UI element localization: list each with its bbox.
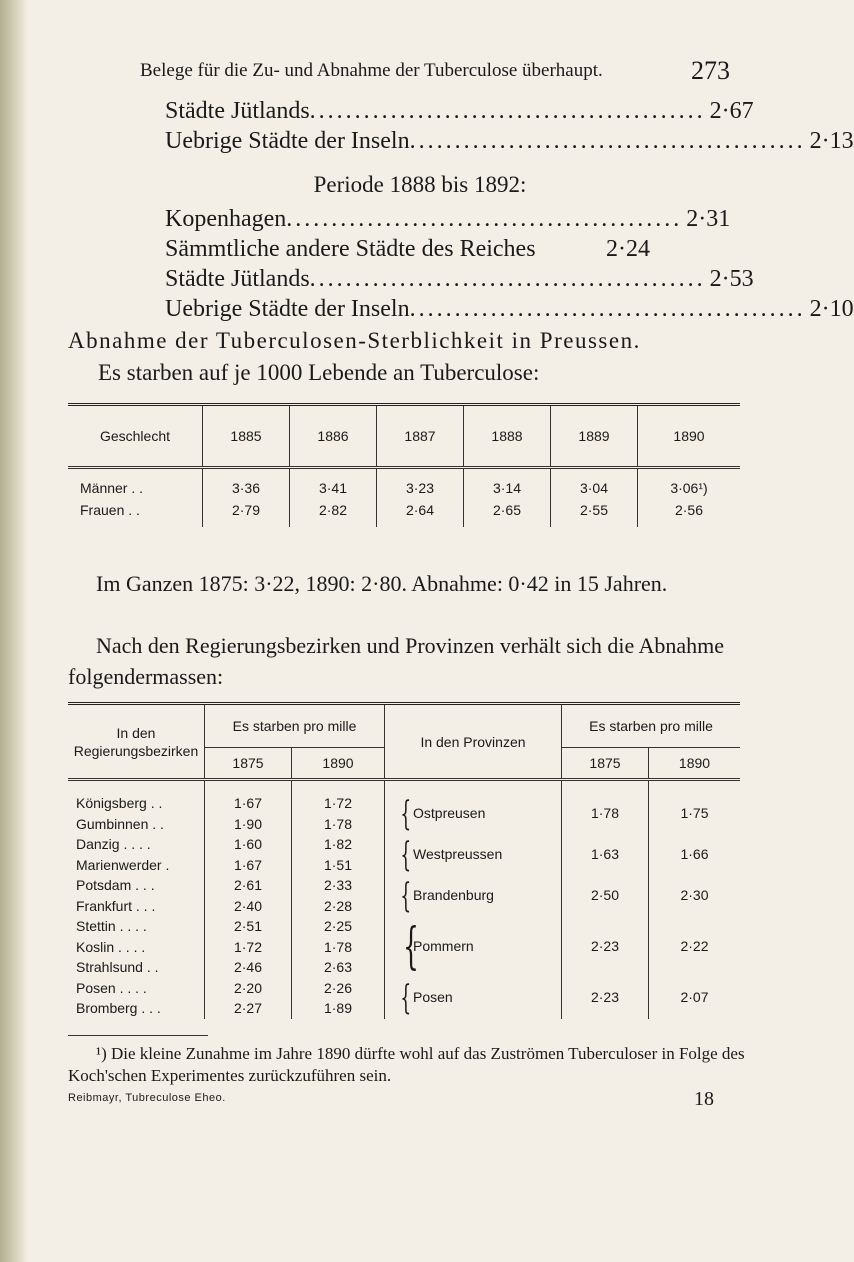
list-item: Uebrige Städte der Inseln ............................................ 2·10 <box>165 296 854 322</box>
table-cell: 3·06¹) 2·56 <box>670 480 708 518</box>
list-item: Uebrige Städte der Inseln ............................................ 2·13 <box>165 128 854 154</box>
period-heading: Periode 1888 bis 1892: <box>313 172 527 197</box>
list-item: Städte Jütlands ............................................ 2·53 <box>165 266 754 292</box>
col-header-year: 1890 <box>638 405 741 468</box>
footnote: ¹) Die kleine Zunahme im Jahre 1890 dürfte wohl auf das Zuströmen Tuberculoser in Folge des Koch'schen Experimentes zurückzuführen sein. <box>68 1044 745 1085</box>
province-values-1875: 1·78 1·63 2·50 2·23 2·23 <box>562 780 649 1019</box>
region-values-1890: 1·72 1·78 1·82 1·51 2·33 2·28 2·25 1·78 2·63 2·26 1·89 <box>292 780 385 1019</box>
list-item: Sämmtliche andere Städte des Reiches 2·24 <box>165 236 650 262</box>
brace-icon: { <box>400 835 412 875</box>
intro-paragraph: Nach den Regierungsbezirken und Provinzen verhält sich die Abnahme folgendermassen: <box>68 633 725 689</box>
table-cell: 3·04 2·55 <box>551 468 638 528</box>
col-header-year: 1887 <box>377 405 464 468</box>
province-names: { Ostpreusen { Westpreussen { Brandenburg { Pommern { Posen <box>385 780 562 1019</box>
col-header-deaths: Es starben pro mille <box>205 704 385 748</box>
province-values-1890: 1·75 1·66 2·30 2·22 2·07 <box>680 805 709 1005</box>
section-heading: Abnahme der Tuberculosen-Sterblichkeit in Preussen. <box>68 328 641 353</box>
signature-mark: 18 <box>694 1088 714 1110</box>
col-header-deaths: Es starben pro mille <box>562 704 741 748</box>
col-header-year: 1875 <box>205 748 292 780</box>
table-cell: 3·36 2·79 <box>203 468 290 528</box>
col-header-year: 1889 <box>551 405 638 468</box>
table-row <box>68 780 740 1019</box>
brace-icon: { <box>400 978 412 1018</box>
footnote-rule <box>68 1035 208 1036</box>
col-header-province: In den Provinzen <box>385 704 562 780</box>
table-header-row <box>68 704 740 748</box>
col-header-year: 1890 <box>649 748 741 780</box>
col-header-region: In den Regierungsbezirken <box>68 704 205 780</box>
denmark-list-1 <box>165 96 854 156</box>
denmark-list-2 <box>165 204 854 324</box>
col-header-year: 1888 <box>464 405 551 468</box>
page-gutter <box>0 0 28 1262</box>
section-subheading: Es starben auf je 1000 Lebende an Tuberculose: <box>98 360 540 385</box>
prussia-sex-table <box>68 403 740 527</box>
brace-icon: { <box>402 917 419 975</box>
running-title: Belege für die Zu- und Abnahme der Tuberculose überhaupt. <box>140 60 603 81</box>
col-header-year: 1875 <box>562 748 649 780</box>
list-item: Kopenhagen ............................................ 2·31 <box>165 206 731 232</box>
prussia-region-table <box>68 702 740 1019</box>
table-cell: 3·41 2·82 <box>290 468 377 528</box>
summary-paragraph: Im Ganzen 1875: 3·22, 1890: 2·80. Abnahme: 0·42 in 15 Jahren. <box>96 571 668 596</box>
col-header-sex: Geschlecht <box>68 405 203 468</box>
table-cell: 3·14 2·65 <box>464 468 551 528</box>
col-header-year: 1886 <box>290 405 377 468</box>
brace-icon: { <box>400 876 412 916</box>
col-header-year: 1890 <box>292 748 385 780</box>
table-row <box>68 468 740 528</box>
table-header-row <box>68 405 740 468</box>
region-names: Königsberg . . Gumbinnen . . Danzig . . . . Marienwerder . Potsdam . . . Frankfurt . . . Stettin . . . . Koslin . . . . Strahlsund . . Posen . . . . Bromberg . . . <box>68 780 205 1019</box>
list-item: Städte Jütlands ............................................ 2·67 <box>165 98 754 124</box>
table-cell: 3·23 2·64 <box>377 468 464 528</box>
page-number: 273 <box>691 56 730 85</box>
col-header-year: 1885 <box>203 405 290 468</box>
imprint-line: Reibmayr, Tubreculose Eheo. <box>68 1092 226 1104</box>
region-values-1875: 1·67 1·90 1·60 1·67 2·61 2·40 2·51 1·72 2·46 2·20 2·27 <box>205 780 292 1019</box>
brace-icon: { <box>400 794 412 834</box>
row-labels: Männer . . Frauen . . <box>68 468 203 528</box>
